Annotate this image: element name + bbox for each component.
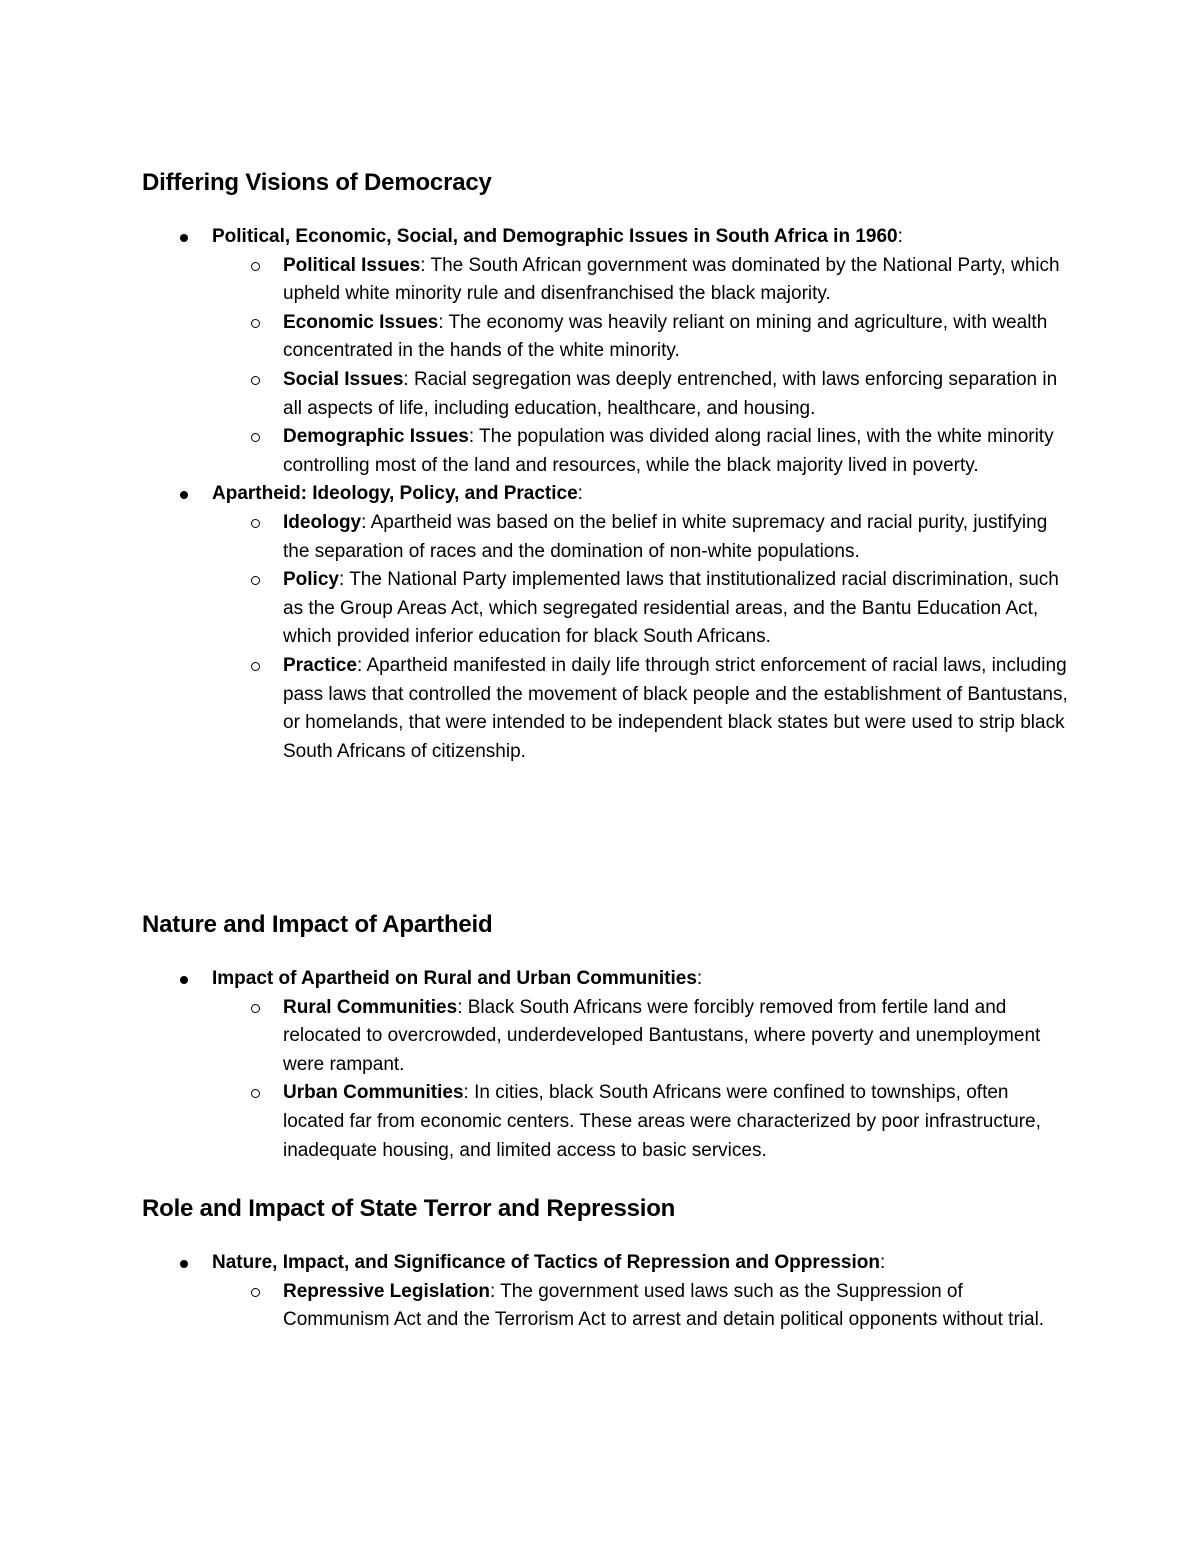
sub-item-text: : Black South Africans were forcibly removed from fertile land and relocated to overcrowded, underdeveloped Bantustans, where poverty and unemployment were rampant. [283, 996, 1041, 1075]
hollow-bullet-icon [251, 319, 260, 328]
sub-list-item [142, 509, 1072, 566]
sub-list-item [142, 252, 1072, 309]
section-title: Differing Visions of Democracy [142, 169, 492, 196]
sub-item-text: : The economy was heavily reliant on mining and agriculture, with wealth concentrated in the hands of the white minority. [283, 311, 1048, 362]
sub-item-label: Repressive Legislation [283, 1280, 490, 1302]
sub-item-text: : Apartheid was based on the belief in white supremacy and racial purity, justifying the separation of races and the domination of non-white populations. [283, 511, 1048, 562]
sub-item-text: : In cities, black South Africans were confined to townships, often located far from economic centers. These areas were characterized by poor infrastructure, inadequate housing, and limited access to basic services. [283, 1082, 1041, 1161]
sub-item-label: Ideology [283, 511, 362, 533]
hollow-bullet-icon [251, 1288, 260, 1297]
sub-list-item [142, 566, 1072, 652]
list-item [142, 223, 1072, 480]
list-item [142, 480, 1072, 766]
section-title: Role and Impact of State Terror and Repression [142, 1195, 676, 1222]
item-suffix: : [897, 226, 903, 247]
sub-item-label: Political Issues [283, 254, 421, 276]
sub-item-text: : The government used laws such as the Suppression of Communism Act and the Terrorism Act to arrest and detain political opponents without trial. [283, 1280, 1045, 1331]
filled-bullet-icon [180, 234, 188, 242]
section-title: Nature and Impact of Apartheid [142, 911, 493, 938]
list-item-heading [212, 1249, 1072, 1278]
filled-bullet-icon [180, 976, 188, 984]
sub-list-item [142, 309, 1072, 366]
list-item-heading [212, 223, 1072, 252]
item-label: Apartheid: Ideology, Policy, and Practice [212, 483, 578, 505]
sub-item-label: Economic Issues [283, 311, 439, 333]
sub-list-item [142, 423, 1072, 480]
sub-item-label: Practice [283, 654, 357, 676]
sub-item-label: Social Issues [283, 368, 404, 390]
sub-item-text: : The South African government was dominated by the National Party, which upheld white minority rule and disenfranchised the black majority. [283, 254, 1060, 305]
bullet-list [142, 965, 1072, 1165]
hollow-bullet-icon [251, 576, 260, 585]
item-label: Impact of Apartheid on Rural and Urban Communities [212, 968, 697, 989]
sub-item-label: Rural Communities [283, 996, 458, 1018]
sub-list-item [142, 366, 1072, 423]
sub-item-label: Policy [283, 569, 339, 591]
hollow-bullet-icon [251, 262, 260, 271]
list-item-heading [212, 965, 1072, 994]
list-item-heading [212, 480, 1072, 509]
item-label: Political, Economic, Social, and Demographic Issues in South Africa in 1960 [212, 226, 898, 247]
sub-list [212, 994, 1072, 1166]
hollow-bullet-icon [251, 519, 260, 528]
section-nature-impact [142, 910, 1072, 1165]
section-state-terror [142, 1194, 1072, 1335]
hollow-bullet-icon [251, 1004, 260, 1013]
filled-bullet-icon [180, 1260, 188, 1268]
bullet-list [142, 1249, 1072, 1335]
sub-list-item [142, 1278, 1072, 1335]
sub-list [212, 1278, 1072, 1335]
hollow-bullet-icon [251, 433, 260, 442]
item-suffix: : [879, 1252, 886, 1273]
list-item [142, 965, 1072, 1165]
hollow-bullet-icon [251, 1089, 260, 1098]
sub-item-label: Urban Communities [283, 1082, 464, 1104]
sub-item-text: : Racial segregation was deeply entrenched, with laws enforcing separation in all aspects of life, including education, healthcare, and housing. [283, 368, 1058, 419]
sub-item-text: : The National Party implemented laws that institutionalized racial discrimination, such as the Group Areas Act, which segregated residential areas, and the Bantu Education Act, which provided inferior education for black South Africans. [283, 569, 1059, 648]
list-item [142, 1249, 1072, 1335]
sub-list-item [142, 1079, 1072, 1165]
hollow-bullet-icon [251, 376, 260, 385]
item-suffix: : [696, 968, 703, 989]
sub-list [212, 252, 1072, 481]
bullet-list [142, 223, 1072, 766]
sub-item-text: : The population was divided along racial lines, with the white minority controlling most of the land and resources, while the black majority lived in poverty. [283, 426, 1054, 476]
item-suffix: : [577, 483, 583, 505]
section-differing-visions [142, 168, 1072, 766]
item-label: Nature, Impact, and Significance of Tactics of Repression and Oppression [212, 1252, 880, 1273]
sub-item-text: : Apartheid manifested in daily life through strict enforcement of racial laws, including pass laws that controlled the movement of black people and the establishment of Bantustans, or homelands, that were intended to be independent black states but were used to strip black South Africans of citizenship. [283, 654, 1068, 762]
sub-list [212, 509, 1072, 766]
sub-list-item [142, 994, 1072, 1080]
filled-bullet-icon [180, 491, 188, 499]
sub-list-item [142, 652, 1072, 766]
hollow-bullet-icon [251, 662, 260, 671]
sub-item-label: Demographic Issues [283, 426, 469, 448]
